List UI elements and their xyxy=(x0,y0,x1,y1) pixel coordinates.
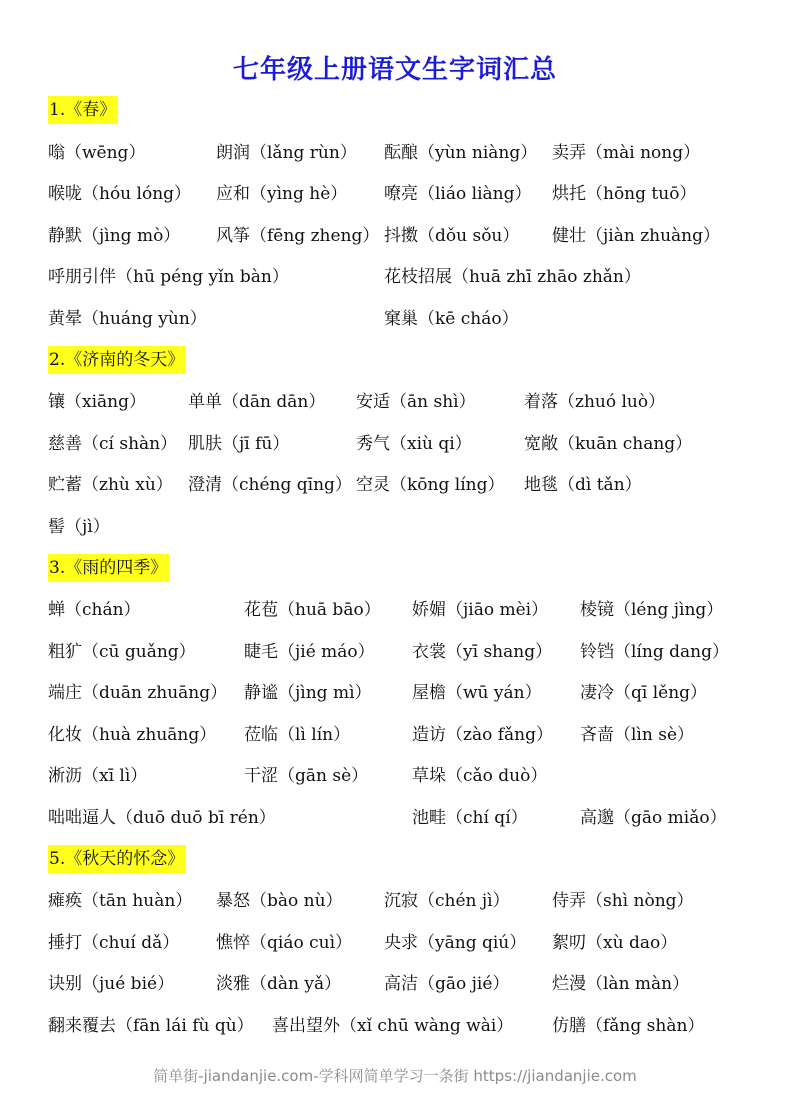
section-heading: 2.《济南的冬天》 xyxy=(48,346,186,374)
section-heading: 1.《春》 xyxy=(48,96,118,124)
vocab-entry: 喉咙（hóu lóng） xyxy=(48,184,192,204)
vocab-row xyxy=(0,721,790,749)
vocab-entry: 侍弄（shì nòng） xyxy=(552,891,694,911)
vocab-row xyxy=(0,804,790,832)
vocab-entry: 睫毛（jié máo） xyxy=(244,642,375,662)
vocab-entry: 化妆（huà zhuāng） xyxy=(48,725,217,745)
vocab-row xyxy=(0,970,790,998)
page-footer: 简单街-jiandanjie.com-学科网简单学习一条街 https://jiandanjie.com xyxy=(153,1067,637,1085)
vocab-entry: 仿膳（fǎng shàn） xyxy=(552,1016,705,1036)
vocab-entry: 安适（ān shì） xyxy=(356,392,476,412)
vocab-entry: 澄清（chéng qīng） xyxy=(188,475,352,495)
vocab-entry: 淡雅（dàn yǎ） xyxy=(216,974,342,994)
vocab-entry: 宽敞（kuān chang） xyxy=(524,434,693,454)
vocab-entry: 铃铛（líng dang） xyxy=(580,642,729,662)
vocab-row xyxy=(0,679,790,707)
vocab-entry: 高邈（gāo miǎo） xyxy=(580,808,727,828)
vocab-entry: 衣裳（yī shang） xyxy=(412,642,553,662)
vocab-entry: 造访（zào fǎng） xyxy=(412,725,553,745)
vocab-entry: 呼朋引伴（hū péng yǐn bàn） xyxy=(48,267,289,287)
vocab-entry: 沉寂（chén jì） xyxy=(384,891,510,911)
vocab-entry: 娇媚（jiāo mèi） xyxy=(412,600,549,620)
vocab-row xyxy=(0,180,790,208)
vocab-row xyxy=(0,263,790,291)
vocab-row xyxy=(0,596,790,624)
vocab-entry: 屋檐（wū yán） xyxy=(412,683,542,703)
vocab-row xyxy=(0,762,790,790)
vocab-row xyxy=(0,638,790,666)
vocab-row xyxy=(0,1012,790,1040)
vocab-row xyxy=(0,222,790,250)
vocab-entry: 花枝招展（huā zhī zhāo zhǎn） xyxy=(384,267,641,287)
vocab-entry: 憔悴（qiáo cuì） xyxy=(216,933,352,953)
vocab-entry: 棱镜（léng jìng） xyxy=(580,600,724,620)
vocab-entry: 秀气（xiù qi） xyxy=(356,434,472,454)
vocab-entry: 干涩（gān sè） xyxy=(244,766,369,786)
vocab-row xyxy=(0,887,790,915)
vocab-entry: 单单（dān dān） xyxy=(188,392,326,412)
vocab-entry: 吝啬（lìn sè） xyxy=(580,725,695,745)
vocab-entry: 应和（yìng hè） xyxy=(216,184,348,204)
vocab-entry: 抖擞（dǒu sǒu） xyxy=(384,226,520,246)
vocab-entry: 草垛（cǎo duò） xyxy=(412,766,548,786)
vocab-entry: 凄冷（qī lěng） xyxy=(580,683,708,703)
section-heading: 3.《雨的四季》 xyxy=(48,554,169,582)
vocab-entry: 静默（jìng mò） xyxy=(48,226,181,246)
vocab-row xyxy=(0,513,790,541)
vocab-entry: 翻来覆去（fān lái fù qù） xyxy=(48,1016,254,1036)
vocab-entry: 贮蓄（zhù xù） xyxy=(48,475,173,495)
vocab-entry: 喜出望外（xǐ chū wàng wài） xyxy=(272,1016,514,1036)
vocab-row xyxy=(0,139,790,167)
vocab-entry: 风筝（fēng zheng） xyxy=(216,226,380,246)
vocab-row xyxy=(0,929,790,957)
vocab-entry: 肌肤（jī fū） xyxy=(188,434,290,454)
vocab-entry: 高洁（gāo jié） xyxy=(384,974,510,994)
section-heading: 5.《秋天的怀念》 xyxy=(48,845,186,873)
vocab-entry: 镶（xiāng） xyxy=(48,392,146,412)
vocab-entry: 烂漫（làn màn） xyxy=(552,974,690,994)
vocab-entry: 嗡（wēng） xyxy=(48,143,146,163)
page-title: 七年级上册语文生字词汇总 xyxy=(232,55,557,85)
vocab-entry: 端庄（duān zhuāng） xyxy=(48,683,228,703)
vocab-entry: 诀别（jué bié） xyxy=(48,974,175,994)
vocab-entry: 池畦（chí qí） xyxy=(412,808,528,828)
vocab-entry: 慈善（cí shàn） xyxy=(48,434,178,454)
vocab-entry: 瘫痪（tān huàn） xyxy=(48,891,193,911)
vocab-entry: 静谧（jìng mì） xyxy=(244,683,372,703)
vocab-entry: 央求（yāng qiú） xyxy=(384,933,527,953)
vocab-entry: 窠巢（kē cháo） xyxy=(384,309,519,329)
vocab-entry: 烘托（hōng tuō） xyxy=(552,184,697,204)
vocab-entry: 咄咄逼人（duō duō bī rén） xyxy=(48,808,276,828)
vocab-entry: 絮叨（xù dao） xyxy=(552,933,678,953)
vocab-entry: 髻（jì） xyxy=(48,517,110,537)
vocab-entry: 空灵（kōng líng） xyxy=(356,475,505,495)
vocab-entry: 暴怒（bào nù） xyxy=(216,891,343,911)
vocab-entry: 地毯（dì tǎn） xyxy=(524,475,642,495)
vocab-entry: 淅沥（xī lì） xyxy=(48,766,148,786)
vocab-entry: 花苞（huā bāo） xyxy=(244,600,381,620)
vocab-row xyxy=(0,305,790,333)
vocab-entry: 捶打（chuí dǎ） xyxy=(48,933,180,953)
vocab-entry: 黄晕（huáng yùn） xyxy=(48,309,207,329)
vocab-entry: 莅临（lì lín） xyxy=(244,725,351,745)
vocab-entry: 着落（zhuó luò） xyxy=(524,392,666,412)
vocab-row xyxy=(0,388,790,416)
vocab-entry: 嘹亮（liáo liàng） xyxy=(384,184,532,204)
vocab-entry: 朗润（lǎng rùn） xyxy=(216,143,357,163)
vocab-entry: 蝉（chán） xyxy=(48,600,141,620)
vocab-entry: 卖弄（mài nong） xyxy=(552,143,701,163)
vocab-entry: 酝酿（yùn niàng） xyxy=(384,143,538,163)
vocab-row xyxy=(0,430,790,458)
vocab-entry: 粗犷（cū guǎng） xyxy=(48,642,196,662)
vocab-entry: 健壮（jiàn zhuàng） xyxy=(552,226,721,246)
vocab-row xyxy=(0,471,790,499)
